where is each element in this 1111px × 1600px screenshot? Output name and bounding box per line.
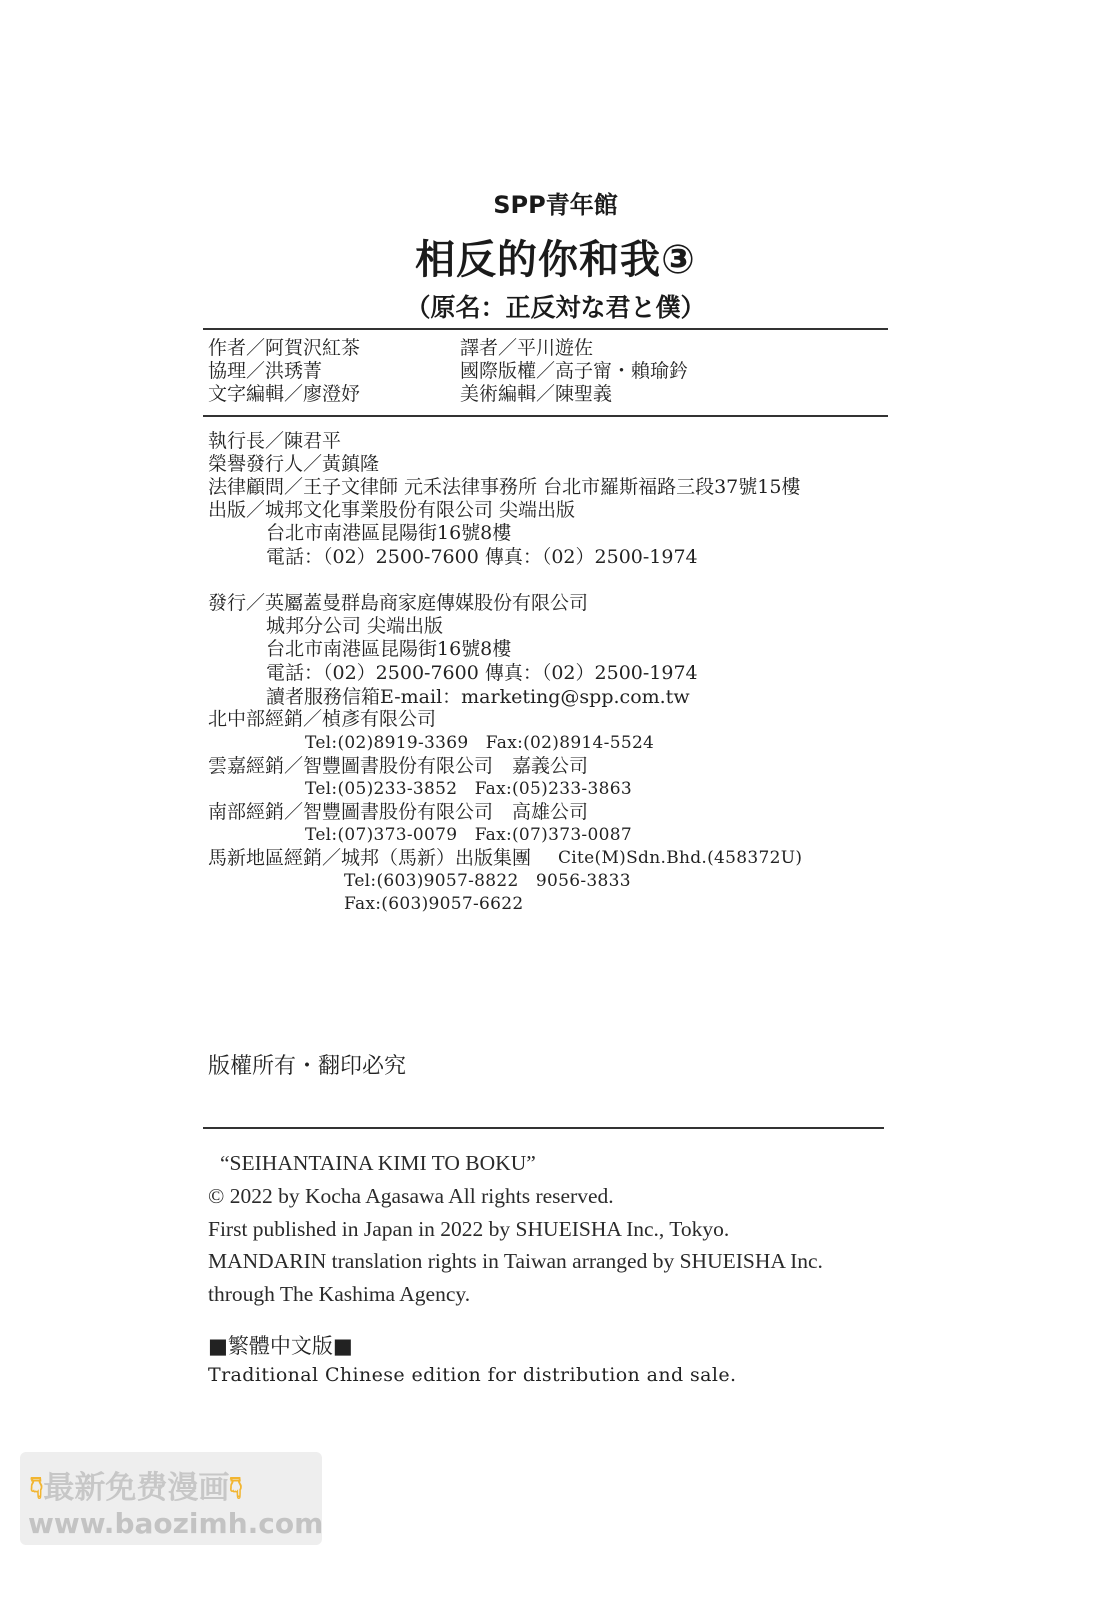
edition-note: Traditional Chinese edition for distribution and sale. bbox=[208, 1364, 737, 1386]
english-original-title: “SEIHANTAINA KIMI TO BOKU” bbox=[220, 1151, 536, 1175]
credit-art-editor: 美術編輯／陳聖義 bbox=[460, 383, 613, 405]
distribution-branch: 城邦分公司 尖端出版 bbox=[266, 615, 444, 637]
divider-top bbox=[203, 328, 888, 330]
divider-english bbox=[203, 1127, 884, 1129]
distribution-address: 台北市南港區昆陽街16號8樓 bbox=[266, 638, 512, 660]
edition-label: ■繁體中文版■ bbox=[208, 1334, 353, 1358]
copyright-notice: 版權所有・翻印必究 bbox=[208, 1054, 407, 1079]
divider-credits bbox=[203, 415, 888, 417]
staff-publisher: 出版／城邦文化事業股份有限公司 尖端出版 bbox=[208, 499, 576, 521]
distribution-phone: 電話：（02）2500-7600 傳真：（02）2500-1974 bbox=[266, 662, 698, 684]
distributor-north-contact: Tel:(02)8919-3369 Fax:(02)8914-5524 bbox=[305, 733, 655, 753]
english-copyright: © 2022 by Kocha Agasawa All rights reserved. bbox=[208, 1184, 614, 1208]
credit-coordinator: 協理／洪琇菁 bbox=[208, 360, 323, 382]
distributor-south-contact: Tel:(07)373-0079 Fax:(07)373-0087 bbox=[305, 825, 632, 845]
distributor-malaysia-company: Cite(M)Sdn.Bhd.(458372U) bbox=[558, 848, 803, 868]
distributor-south: 南部經銷／智豐圖書股份有限公司 高雄公司 bbox=[208, 801, 589, 823]
credit-translator: 譯者／平川遊佐 bbox=[460, 337, 594, 359]
distributor-chiayi-contact: Tel:(05)233-3852 Fax:(05)233-3863 bbox=[305, 779, 632, 799]
watermark-line1 bbox=[30, 1462, 243, 1507]
publisher-address: 台北市南港區昆陽街16號8樓 bbox=[266, 522, 512, 544]
english-translation-rights: MANDARIN translation rights in Taiwan arranged by SHUEISHA Inc. bbox=[208, 1249, 823, 1273]
english-first-published: First published in Japan in 2022 by SHUEISHA Inc., Tokyo. bbox=[208, 1217, 730, 1241]
distributor-north: 北中部經銷／楨彥有限公司 bbox=[208, 708, 437, 730]
watermark-url[interactable]: www.baozimh.com bbox=[28, 1507, 324, 1540]
pointing-down-hand-icon: 👇︎ bbox=[229, 1470, 243, 1506]
imprint-name: SPP青年館 bbox=[493, 191, 618, 219]
credit-intl-rights: 國際版權／高子甯・賴瑜鈐 bbox=[460, 360, 689, 382]
credit-text-editor: 文字編輯／廖澄妤 bbox=[208, 383, 361, 405]
distributor-malaysia-fax: Fax:(603)9057-6622 bbox=[344, 894, 524, 914]
staff-legal: 法律顧問／王子文律師 元禾法律事務所 台北市羅斯福路三段37號15樓 bbox=[208, 476, 801, 498]
book-title: 相反的你和我③ bbox=[415, 237, 696, 283]
original-title: （原名：正反対な君と僕） bbox=[405, 293, 706, 322]
distributor-malaysia: 馬新地區經銷／城邦（馬新）出版集團 bbox=[208, 847, 532, 869]
watermark-text: 最新免费漫画 bbox=[43, 1470, 230, 1506]
distribution-issuer: 發行／英屬蓋曼群島商家庭傳媒股份有限公司 bbox=[208, 592, 589, 614]
pointing-down-hand-icon: 👇︎ bbox=[30, 1470, 44, 1506]
english-agency: through The Kashima Agency. bbox=[208, 1282, 471, 1306]
credit-author: 作者／阿賀沢紅茶 bbox=[208, 337, 361, 359]
publisher-phone: 電話：（02）2500-7600 傳真：（02）2500-1974 bbox=[266, 546, 698, 568]
distributor-malaysia-tel: Tel:(603)9057-8822 9056-3833 bbox=[344, 871, 631, 891]
reader-email: 讀者服務信箱E-mail：marketing@spp.com.tw bbox=[266, 686, 690, 708]
distributor-chiayi: 雲嘉經銷／智豐圖書股份有限公司 嘉義公司 bbox=[208, 755, 589, 777]
staff-honorary-publisher: 榮譽發行人／黃鎮隆 bbox=[208, 453, 380, 475]
staff-ceo: 執行長／陳君平 bbox=[208, 430, 342, 452]
